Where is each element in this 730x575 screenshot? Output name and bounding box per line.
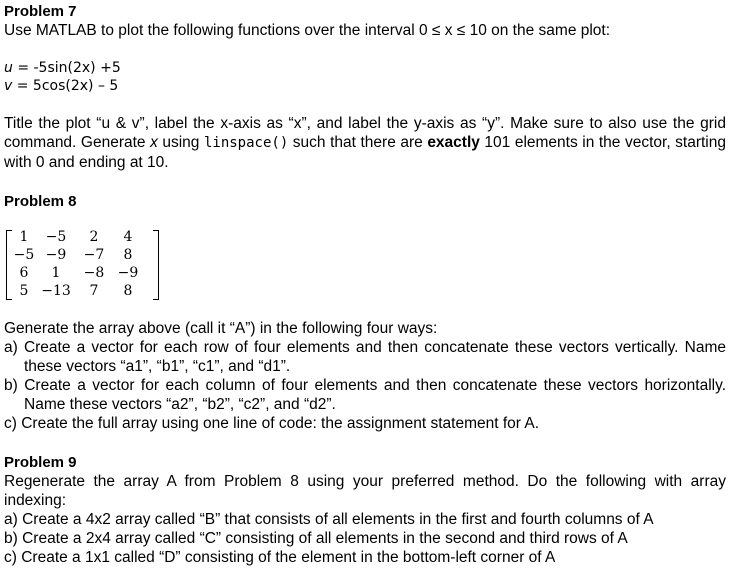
problem-8-intro: Generate the array above (call it “A”) in the following four ways: (4, 320, 438, 337)
instructions-text-2: using (157, 134, 204, 151)
equation-v (4, 77, 726, 95)
matrix-row (11, 282, 143, 300)
matrix-cell: 4 (123, 229, 133, 245)
problem-8-item-b: b) Create a vector for each column of four elements and then concatenate these vectors horizontally. Name these vectors “a2”, “b2”, “c2”, and “d2”. (4, 377, 726, 413)
matrix-cell: 7 (89, 283, 99, 299)
equation-v-expression: = 5cos(2x) – 5 (12, 78, 119, 94)
problem-7-instructions (4, 114, 726, 172)
problem-9-item-c: c) Create a 1x1 called “D” consisting of the element in the bottom-left corner of A (4, 549, 556, 566)
matrix-cell: −8 (83, 265, 105, 281)
matrix-cell: 6 (19, 265, 29, 281)
instructions-text-1: Title the plot “u & v”, label the x-axis as “x”, and label the y-axis as “y”. Make sure to also use the grid command. Generate (4, 115, 726, 151)
instructions-variable-x: x (150, 134, 158, 151)
matrix-cell: 8 (123, 283, 133, 299)
problem-9-intro: Regenerate the array A from Problem 8 using your preferred method. Do the following with array indexing: (4, 473, 726, 509)
matrix-cell: −5 (13, 247, 35, 263)
matrix-row (11, 246, 143, 264)
matrix-cell: 2 (89, 229, 99, 245)
problem-8-item-c: c) Create the full array using one line of code: the assignment statement for A. (4, 415, 540, 432)
linspace-code: linspace() (203, 135, 289, 151)
matrix-cell: 8 (123, 247, 133, 263)
problem-9-item-b: b) Create a 2x4 array called “C” consisting of all elements in the second and third rows of A (4, 530, 628, 547)
matrix-a (6, 228, 166, 302)
matrix-row (11, 264, 143, 282)
document (4, 0, 726, 567)
problem-8-heading: Problem 8 (4, 193, 77, 210)
problem-9-item-a: a) Create a 4x2 array called “B” that consists of all elements in the first and fourth columns of A (4, 511, 654, 528)
matrix-row (11, 228, 143, 246)
matrix-cell: −5 (45, 229, 67, 245)
instructions-emphasis: exactly (427, 134, 480, 151)
problem-7-heading: Problem 7 (4, 3, 77, 20)
equation-u (4, 59, 726, 77)
equation-u-expression: = -5sin(2x) +5 (12, 60, 121, 76)
instructions-text-3: such that there are (288, 134, 428, 151)
matrix-cell: −7 (83, 247, 105, 263)
matrix-cell: 1 (19, 229, 29, 245)
matrix-cell: 5 (19, 283, 29, 299)
matrix-table (11, 228, 143, 300)
matrix-right-bracket (153, 230, 159, 300)
matrix-cell: −13 (41, 283, 71, 299)
matrix-cell: −9 (117, 265, 139, 281)
matrix-cell: −9 (45, 247, 67, 263)
matrix-cell: 1 (51, 265, 61, 281)
equation-v-variable: v (4, 78, 13, 94)
problem-8-item-a: a) Create a vector for each row of four elements and then concatenate these vectors vertically. Name these vectors “a1”, “b1”, “c1”, and “d1”. (4, 339, 726, 375)
problem-7-intro: Use MATLAB to plot the following functions over the interval 0 ≤ x ≤ 10 on the same plot: (4, 22, 611, 39)
instructions-text-4: 101 elements in the vector, starting with 0 and ending at 10. (4, 134, 726, 171)
problem-9-heading: Problem 9 (4, 454, 77, 471)
equation-u-variable: u (4, 60, 13, 76)
